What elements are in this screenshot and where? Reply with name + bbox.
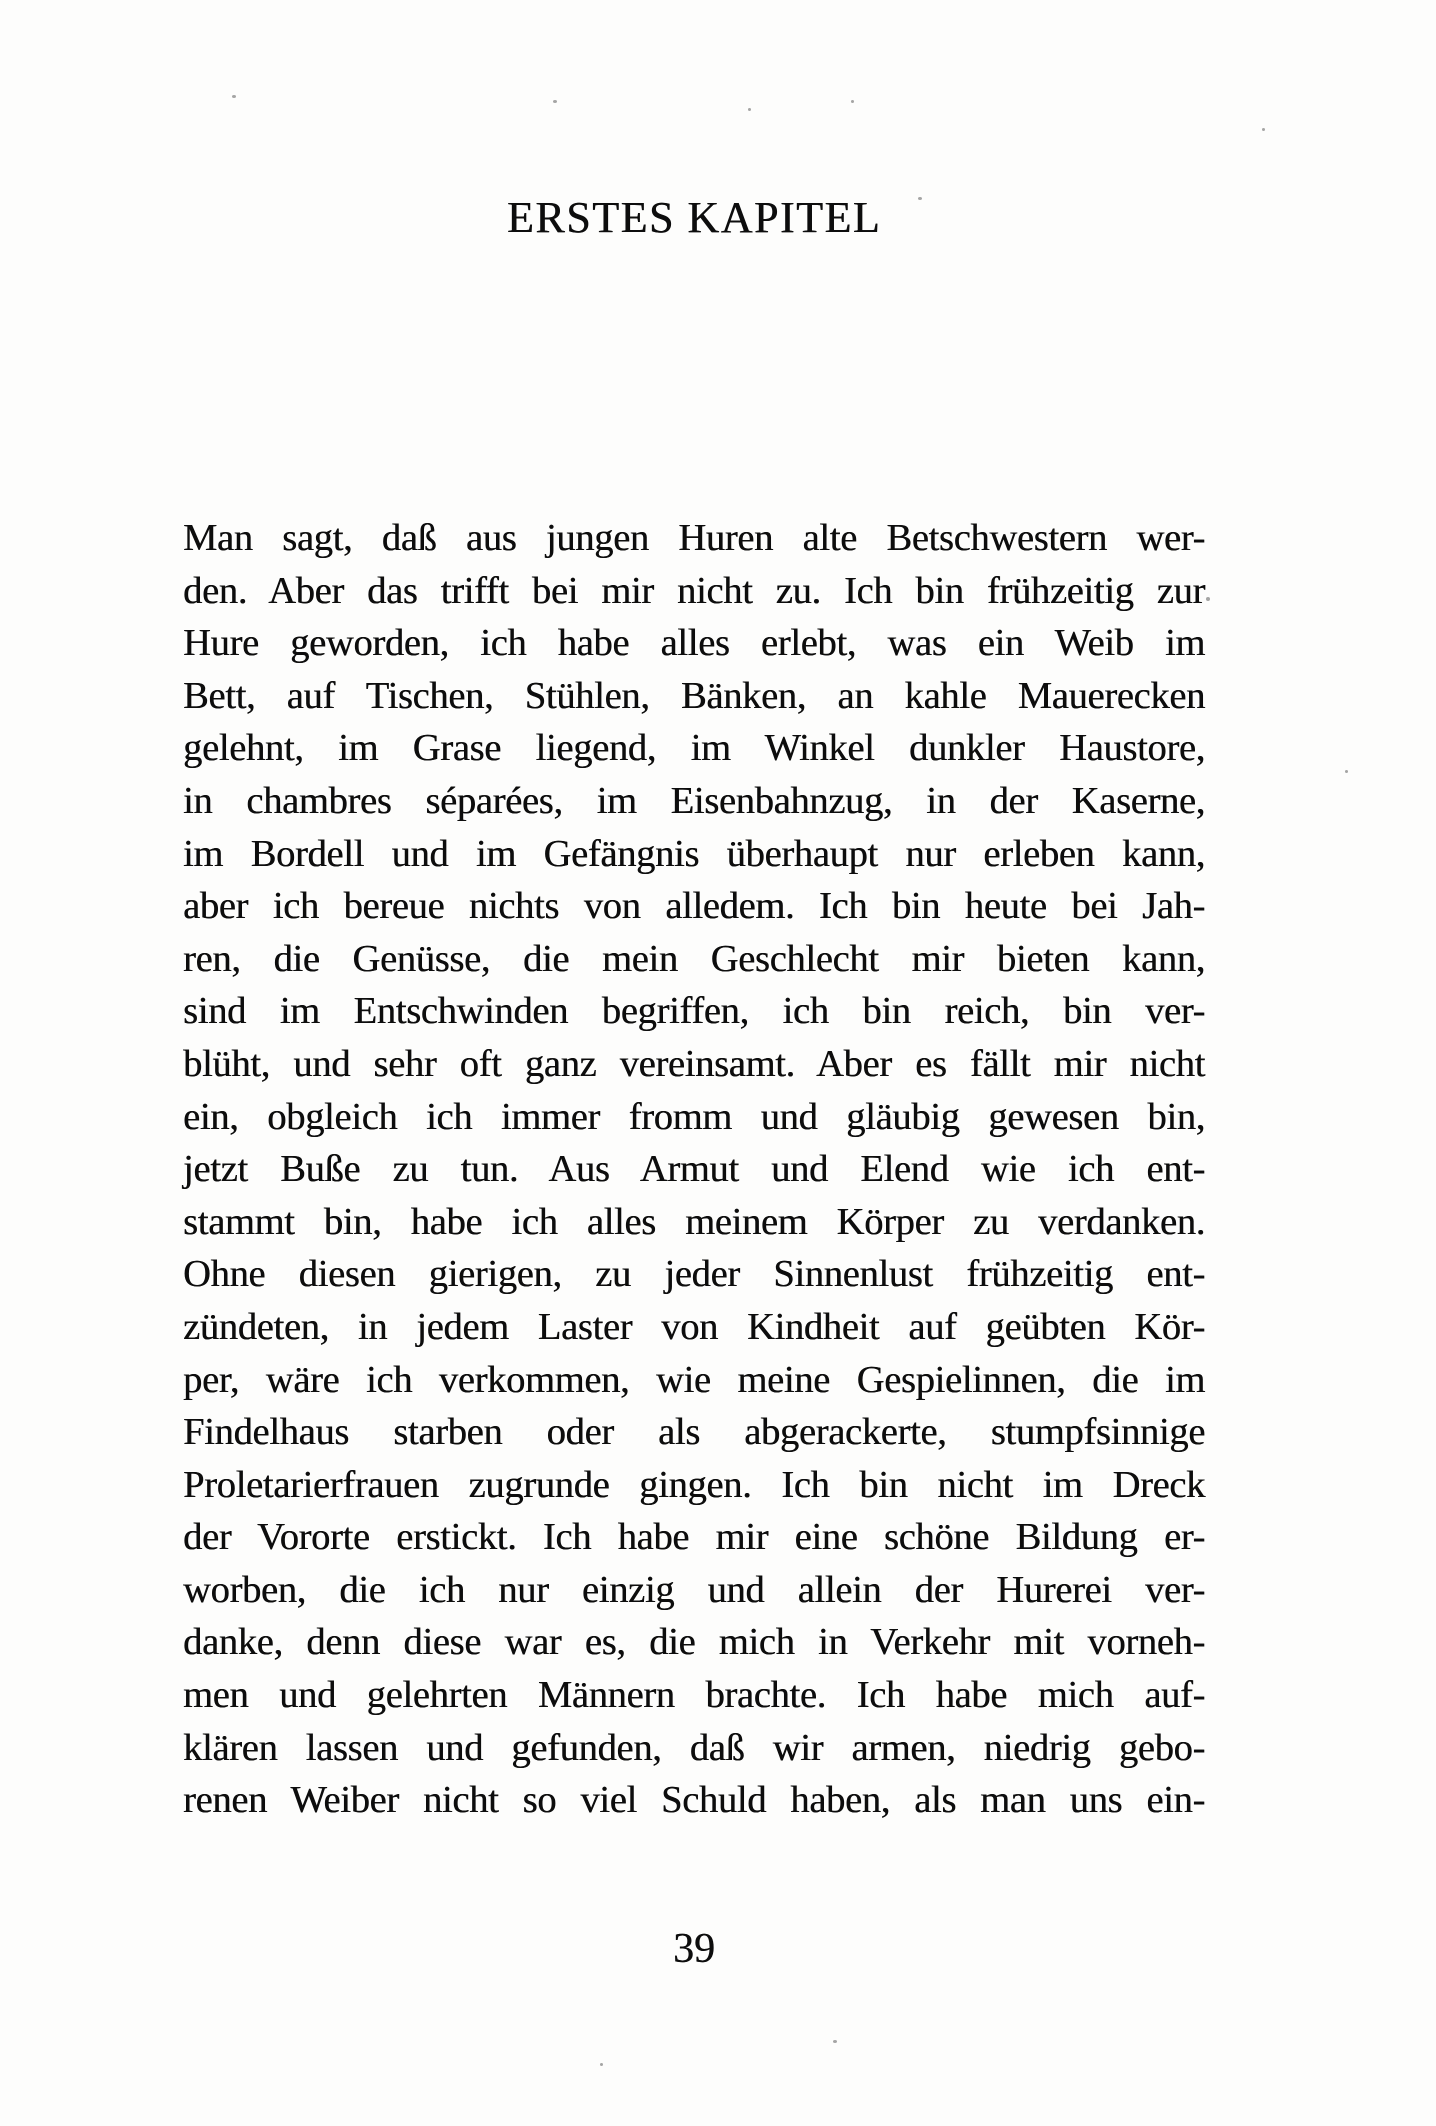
scan-speckle-dot <box>833 2040 837 2043</box>
scan-speckle-dot <box>1345 770 1348 773</box>
body-line: in chambres séparées, im Eisenbahnzug, in der Kaserne, <box>183 779 1205 822</box>
body-line: zündeten, in jedem Laster von Kindheit auf geübten Kör- <box>183 1305 1205 1348</box>
page-number: 39 <box>673 1926 715 1972</box>
body-line: Man sagt, daß aus jungen Huren alte Betschwestern wer- <box>183 517 1205 559</box>
body-line: klären lassen und gefunden, daß wir armen, niedrig gebo- <box>183 1726 1205 1769</box>
body-line: renen Weiber nicht so viel Schuld haben, als man uns ein- <box>183 1779 1205 1822</box>
chapter-heading: ERSTES KAPITEL <box>506 193 882 242</box>
scan-speckle-dot <box>851 100 854 103</box>
scan-speckle-dot <box>918 197 922 200</box>
body-line: blüht, und sehr oft ganz vereinsamt. Aber es fällt mir nicht <box>183 1042 1205 1085</box>
scan-speckle-dot <box>1262 128 1265 131</box>
body-line: Hure geworden, ich habe alles erlebt, was ein Weib im <box>183 622 1205 665</box>
body-line: jetzt Buße zu tun. Aus Armut und Elend wie ich ent- <box>183 1148 1205 1191</box>
body-line: worben, die ich nur einzig und allein der Hurerei ver- <box>183 1568 1205 1611</box>
body-line: ein, obgleich ich immer fromm und gläubig gewesen bin, <box>183 1095 1205 1138</box>
body-line: men und gelehrten Männern brachte. Ich habe mich auf- <box>183 1674 1205 1717</box>
body-line: den. Aber das trifft bei mir nicht zu. Ich bin frühzeitig zur <box>183 569 1205 612</box>
body-line: danke, denn diese war es, die mich in Verkehr mit vorneh- <box>183 1621 1205 1664</box>
body-text-block <box>183 512 1205 1827</box>
body-line: Bett, auf Tischen, Stühlen, Bänken, an kahle Mauerecken <box>183 674 1205 717</box>
scan-speckle-dot <box>232 95 236 98</box>
body-line: Ohne diesen gierigen, zu jeder Sinnenlust frühzeitig ent- <box>183 1253 1205 1296</box>
body-line: der Vororte erstickt. Ich habe mir eine schöne Bildung er- <box>183 1516 1205 1559</box>
scan-speckle-dot <box>1206 597 1210 601</box>
body-line: Findelhaus starben oder als abgerackerte, stumpfsinnige <box>183 1411 1205 1454</box>
body-line: aber ich bereue nichts von alledem. Ich bin heute bei Jah- <box>183 885 1205 928</box>
scan-speckle-dot <box>553 100 557 103</box>
body-line: gelehnt, im Grase liegend, im Winkel dunkler Haustore, <box>183 727 1205 770</box>
body-line: stammt bin, habe ich alles meinem Körper zu verdanken. <box>183 1200 1205 1243</box>
body-line: Proletarierfrauen zugrunde gingen. Ich bin nicht im Dreck <box>183 1463 1205 1506</box>
body-line: im Bordell und im Gefängnis überhaupt nur erleben kann, <box>183 832 1205 875</box>
body-line: per, wäre ich verkommen, wie meine Gespielinnen, die im <box>183 1358 1205 1401</box>
body-line: ren, die Genüsse, die mein Geschlecht mir bieten kann, <box>183 937 1205 980</box>
body-line: sind im Entschwinden begriffen, ich bin reich, bin ver- <box>183 990 1205 1033</box>
scan-speckle-dot <box>748 108 751 111</box>
scan-speckle-dot <box>600 2063 603 2066</box>
